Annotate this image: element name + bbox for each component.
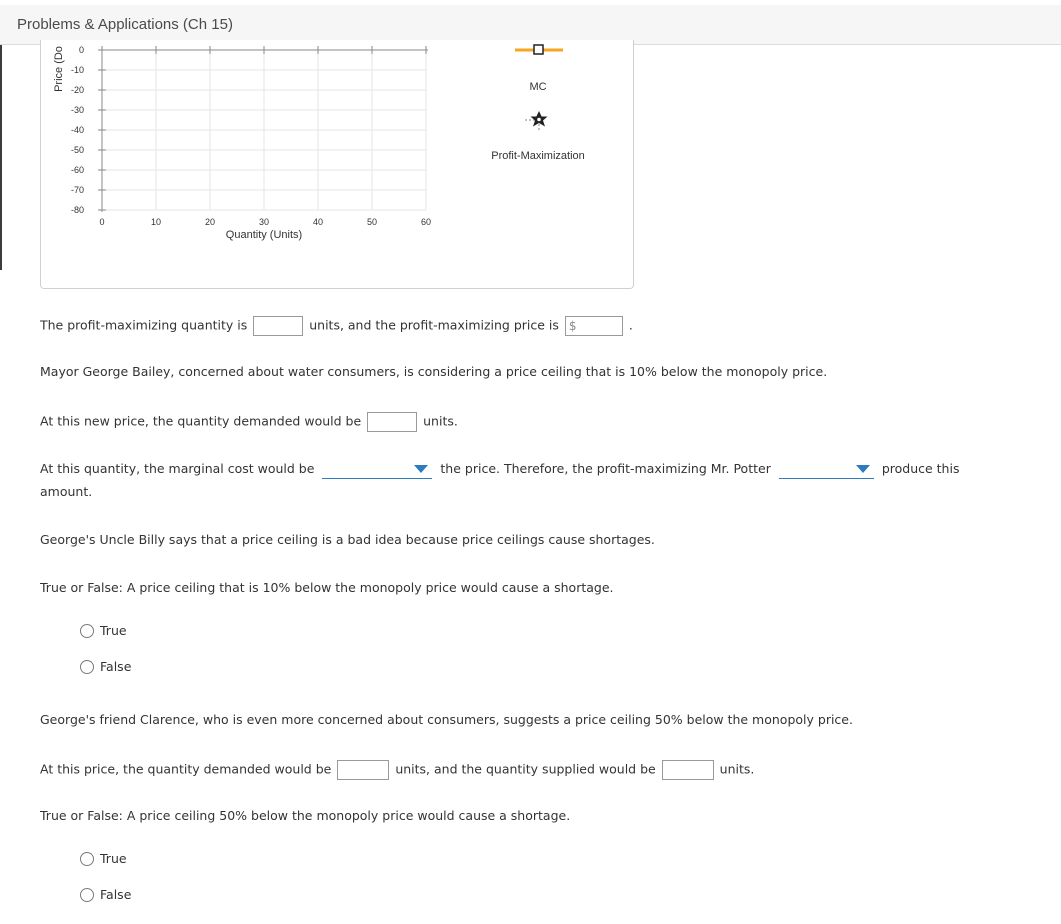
mc-square-marker-icon[interactable] [534, 45, 543, 54]
q3-row [40, 460, 959, 479]
x-tick-label: 20 [204, 217, 216, 227]
mc-vs-price-dropdown[interactable] [322, 460, 432, 479]
y-axis-label: Price (Do [53, 46, 65, 92]
radio-button[interactable] [80, 660, 94, 674]
q3-wrap-text: amount. [40, 484, 93, 499]
quantity-demanded-10pct-input[interactable] [367, 412, 417, 432]
q3-text-after: produce this [881, 461, 960, 476]
potter-would-dropdown[interactable] [779, 460, 874, 479]
x-axis-label: Quantity (Units) [225, 229, 303, 241]
x-tick-label: 0 [99, 217, 105, 227]
tf1-option-true[interactable] [80, 622, 127, 638]
quantity-supplied-50pct-input[interactable] [662, 760, 714, 780]
q2-text-before: At this new price, the quantity demanded would be [40, 413, 362, 429]
y-tick-label: -70 [70, 185, 84, 195]
graph-panel[interactable] [40, 40, 634, 289]
tf1-question: True or False: A price ceiling that is 10% below the monopoly price would cause a shortage. [40, 580, 614, 595]
tf2-question: True or False: A price ceiling 50% below the monopoly price would cause a shortage. [40, 808, 571, 823]
x-tick-label: 60 [420, 217, 432, 227]
graph-canvas[interactable] [41, 40, 635, 289]
q2-text-after: units. [423, 413, 458, 429]
grid-lines [102, 50, 426, 210]
q4-text-middle: units, and the quantity supplied would be [395, 761, 656, 777]
y-tick-label: -10 [70, 65, 84, 75]
x-tick-label: 10 [150, 217, 162, 227]
q4-row [40, 760, 754, 780]
quantity-demanded-50pct-input[interactable] [337, 760, 389, 780]
x-tick-labels [99, 217, 431, 227]
mc-legend-label: MC [529, 81, 547, 93]
q3-text-before: At this quantity, the marginal cost would be [40, 461, 315, 476]
y-tick-label: -50 [70, 145, 84, 155]
y-tick-label: -40 [70, 125, 84, 135]
radio-label: True [100, 851, 127, 866]
x-tick-label: 30 [258, 217, 270, 227]
mayor-paragraph: Mayor George Bailey, concerned about water consumers, is considering a price ceiling that is 10% below the monopoly price. [40, 364, 828, 379]
radio-label: False [100, 887, 132, 902]
q2-row [40, 412, 458, 432]
q4-text-after: units. [719, 761, 755, 777]
profit-max-tool[interactable] [525, 111, 548, 132]
q3-text-middle: the price. Therefore, the profit-maximizing Mr. Potter [440, 461, 771, 476]
profit-max-quantity-input[interactable] [253, 316, 303, 336]
header-bar [0, 5, 1061, 45]
q4-text-before: At this price, the quantity demanded would be [40, 761, 332, 777]
y-tick-label: 0 [78, 45, 84, 55]
y-tick-label: -20 [70, 85, 84, 95]
y-tick-label: -60 [70, 165, 84, 175]
y-tick-label: -80 [70, 205, 84, 215]
dollar-prefix: $ [568, 319, 577, 333]
uncle-billy-paragraph: George's Uncle Billy says that a price ceiling is a bad idea because price ceilings cause shortages. [40, 532, 655, 547]
profit-max-legend-label: Profit-Maximization [491, 150, 585, 162]
radio-label: True [100, 623, 127, 638]
chevron-down-icon[interactable] [414, 465, 428, 473]
star-center-dot [537, 118, 541, 122]
radio-button[interactable] [80, 852, 94, 866]
tf2-option-true[interactable] [80, 850, 127, 866]
x-tick-label: 50 [366, 217, 378, 227]
chevron-down-icon[interactable] [856, 465, 870, 473]
q1-text-middle: units, and the profit-maximizing price is [309, 317, 559, 333]
y-tick-label: -30 [70, 105, 84, 115]
tf1-option-false[interactable] [80, 658, 131, 674]
page-title: Problems & Applications (Ch 15) [17, 16, 233, 33]
q1-text-before: The profit-maximizing quantity is [40, 317, 248, 333]
y-tick-labels [71, 45, 84, 215]
q1-row [40, 316, 633, 336]
radio-button[interactable] [80, 624, 94, 638]
radio-label: False [100, 659, 132, 674]
left-edge-divider [0, 45, 2, 270]
profit-max-price-input[interactable] [565, 316, 623, 336]
mc-tool[interactable] [515, 45, 563, 54]
q1-text-end: . [628, 317, 633, 333]
tf2-option-false[interactable] [80, 886, 131, 902]
x-tick-label: 40 [312, 217, 324, 227]
radio-button[interactable] [80, 888, 94, 902]
clarence-paragraph: George's friend Clarence, who is even more concerned about consumers, suggests a price ceiling 50% below the monopoly price. [40, 712, 853, 727]
